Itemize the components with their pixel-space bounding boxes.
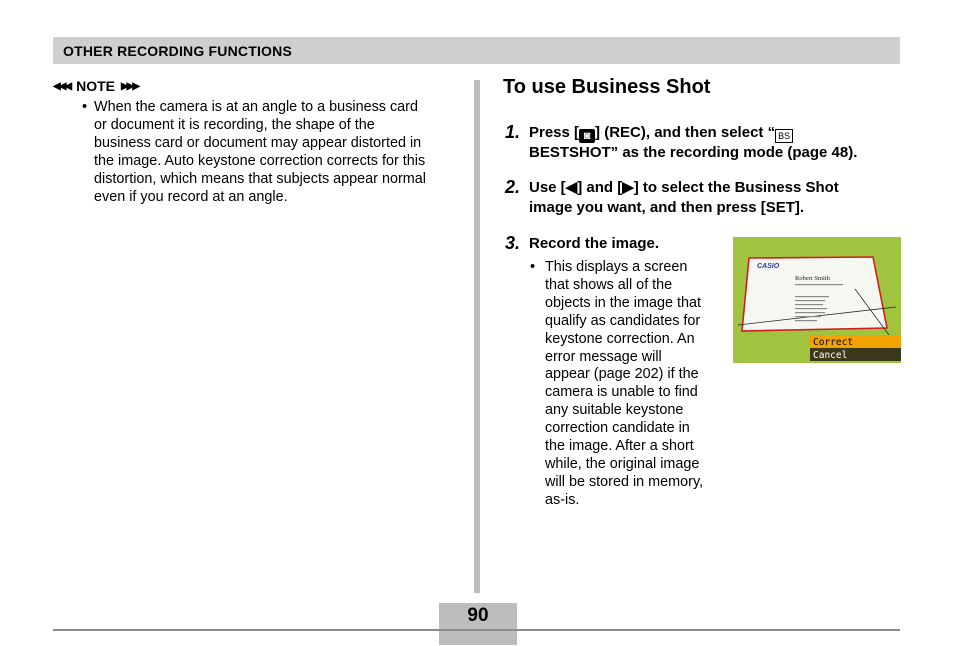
step-3-text: Record the image. <box>529 235 660 252</box>
camera-icon: ◙ <box>579 129 595 143</box>
card-brand: CASIO <box>757 263 780 270</box>
note-line: or document it is recording, the shape of the <box>94 116 375 133</box>
detail-line: as-is. <box>545 491 580 508</box>
note-line: business card or document may appear distorted in <box>94 134 422 151</box>
step-3-bullet: • <box>530 259 536 275</box>
step-2-text <box>529 178 909 218</box>
section-header-title: OTHER RECORDING FUNCTIONS <box>63 43 292 59</box>
detail-line: the image. After a short <box>545 438 694 455</box>
page-number-box <box>439 603 517 629</box>
note-heading <box>53 78 138 94</box>
note-bullet: • <box>82 99 88 115</box>
detail-line: will be stored in memory, <box>545 473 704 490</box>
card-name: Robert Smith <box>795 275 830 282</box>
section-title: To use Business Shot <box>503 76 711 98</box>
column-divider <box>474 80 480 593</box>
card-text-line <box>795 304 823 305</box>
step-1-text <box>529 123 909 163</box>
note-right-marks-icon: ▶▶▶ <box>120 80 139 92</box>
note-line: When the camera is at an angle to a business card <box>94 99 418 115</box>
detail-line: appear (page 202) if the <box>545 366 699 383</box>
page-tab-under <box>439 631 517 645</box>
menu-correct: Correct <box>813 337 854 348</box>
detail-line: camera is unable to find <box>545 384 698 401</box>
note-line: distortion, which means that subjects appear normal <box>94 170 426 187</box>
card-text-line <box>795 296 829 297</box>
note-label: NOTE <box>76 78 115 94</box>
card-text-line <box>795 300 825 301</box>
page-number: 90 <box>467 605 489 626</box>
step-2-line2: image you want, and then press [SET]. <box>529 199 805 216</box>
detail-line: objects in the image that <box>545 294 701 311</box>
detail-line: qualify as candidates for <box>545 312 701 329</box>
step-1-line2: BESTSHOT” as the recording mode (page 48). <box>529 144 858 161</box>
note-line: the image. Auto keystone correction corrects for this <box>94 152 426 169</box>
menu-cancel: Cancel <box>813 350 848 361</box>
note-body <box>82 99 452 206</box>
step-3-number: 3. <box>505 233 521 253</box>
card-text-line <box>795 312 825 313</box>
card-text-line <box>795 316 821 317</box>
card-text-line <box>795 284 843 285</box>
detail-line: that shows all of the <box>545 276 673 293</box>
note-left-marks-icon: ◀◀◀ <box>53 80 71 92</box>
card-text-line <box>795 308 827 309</box>
detail-line: any suitable keystone <box>545 402 684 419</box>
step-3-detail <box>545 259 717 510</box>
detail-line: This displays a screen <box>545 259 688 275</box>
step-2-number: 2. <box>505 177 521 197</box>
detail-line: correction candidate in <box>545 420 690 437</box>
step-1-number: 1. <box>505 122 521 142</box>
step-1-mid: ] (REC), and then select “ <box>595 124 776 141</box>
card-text-line <box>795 320 817 321</box>
bestshot-icon: BS <box>775 129 793 143</box>
note-line: even if you record at an angle. <box>94 188 288 205</box>
detail-line: error message will <box>545 348 662 365</box>
step-2-line1: Use [◀] and [▶] to select the Business Shot <box>529 179 839 196</box>
step-1-pre: Press [ <box>529 124 580 141</box>
section-header-bar <box>53 37 900 64</box>
camera-screen-photo <box>733 237 901 363</box>
detail-line: while, the original image <box>545 455 700 472</box>
detail-line: keystone correction. An <box>545 330 695 347</box>
